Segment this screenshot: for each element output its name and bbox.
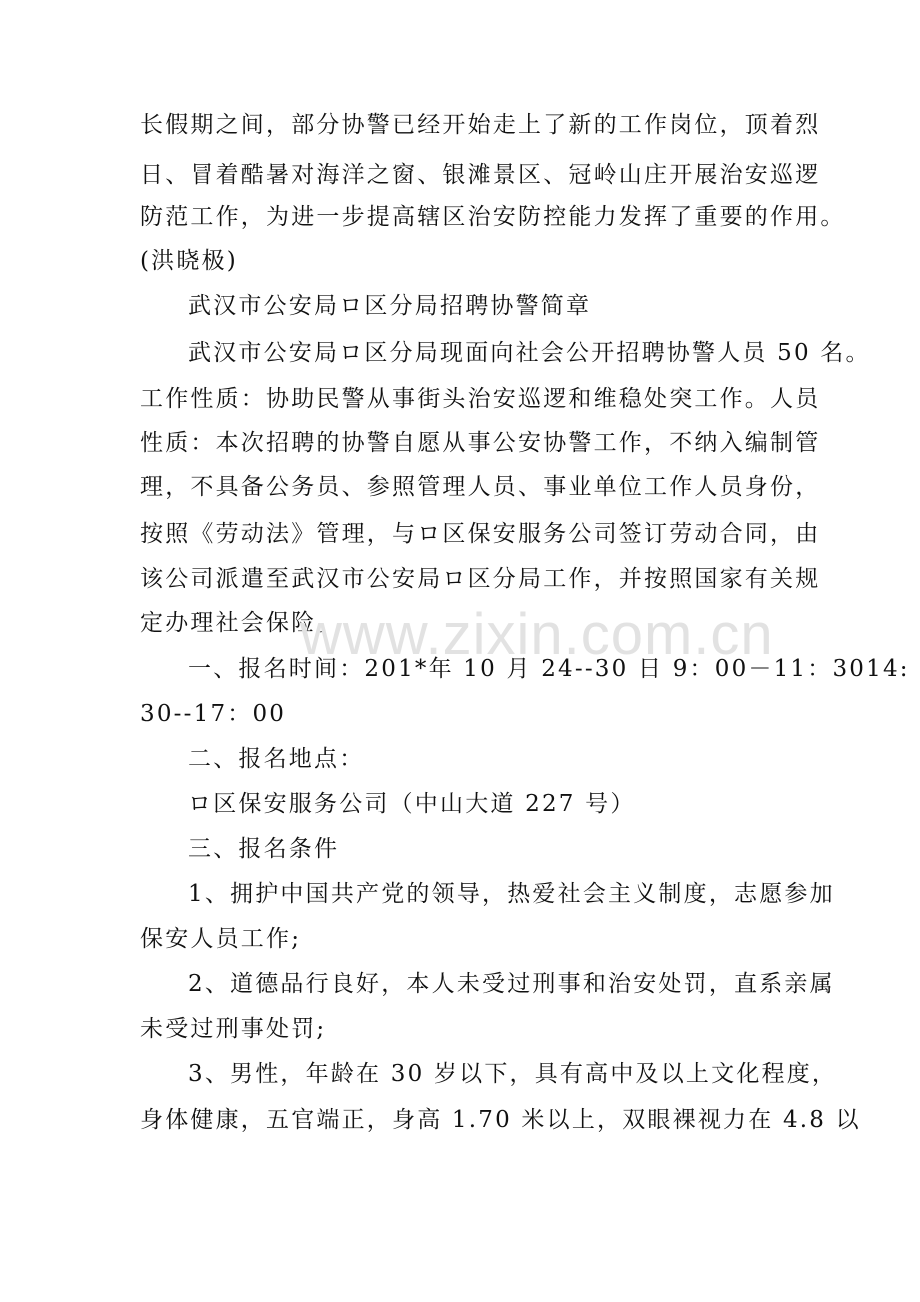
text-line: 日、冒着酷暑对海洋之窗、银滩景区、冠岭山庄开展治安巡逻 (140, 162, 821, 188)
text-line: 按照《劳动法》管理，与ロ区保安服务公司签订劳动合同，由 (140, 521, 821, 547)
text-line: 身体健康，五官端正，身高 1.70 米以上，双眼裸视力在 4.8 以 (140, 1107, 861, 1133)
text-line: 1、拥护中国共产党的领导，热爱社会主义制度，志愿参加 (188, 881, 835, 907)
text-line: ロ区保安服务公司（中山大道 227 号） (188, 791, 636, 817)
text-line: 武汉市公安局ロ区分局现面向社会公开招聘协警人员 50 名。 (188, 340, 871, 366)
text-line: 工作性质：协助民警从事街头治安巡逻和维稳处突工作。人员 (140, 386, 821, 412)
text-line: 长假期之间，部分协警已经开始走上了新的工作岗位，顶着烈 (140, 112, 821, 138)
text-line: 未受过刑事处罚; (140, 1016, 327, 1042)
text-line: 一、报名时间：201*年 10 月 24--30 日 9：00－11：3014: (188, 656, 910, 682)
text-line: 保安人员工作; (140, 926, 302, 952)
text-line: 30--17：00 (140, 701, 287, 727)
text-line: 三、报名条件 (188, 836, 340, 862)
text-line: 二、报名地点： (188, 746, 365, 772)
text-line: 理，不具备公务员、参照管理人员、事业单位工作人员身份， (140, 474, 821, 500)
text-line: 该公司派遣至武汉市公安局ロ区分局工作，并按照国家有关规 (140, 566, 821, 592)
watermark: www.zixin.com.cn (300, 602, 774, 667)
text-line: 防范工作，为进一步提高辖区治安防控能力发挥了重要的作用。 (140, 204, 846, 230)
author-note: (洪晓极) (140, 248, 238, 274)
section-heading: 武汉市公安局ロ区分局招聘协警简章 (188, 293, 592, 319)
text-line: 定办理社会保险。 (140, 610, 342, 636)
text-line: 3、男性，年龄在 30 岁以下，具有高中及以上文化程度， (188, 1061, 838, 1087)
text-line: 性质：本次招聘的协警自愿从事公安协警工作，不纳入编制管 (140, 430, 821, 456)
text-line: 2、道德品行良好，本人未受过刑事和治安处罚，直系亲属 (188, 971, 835, 997)
